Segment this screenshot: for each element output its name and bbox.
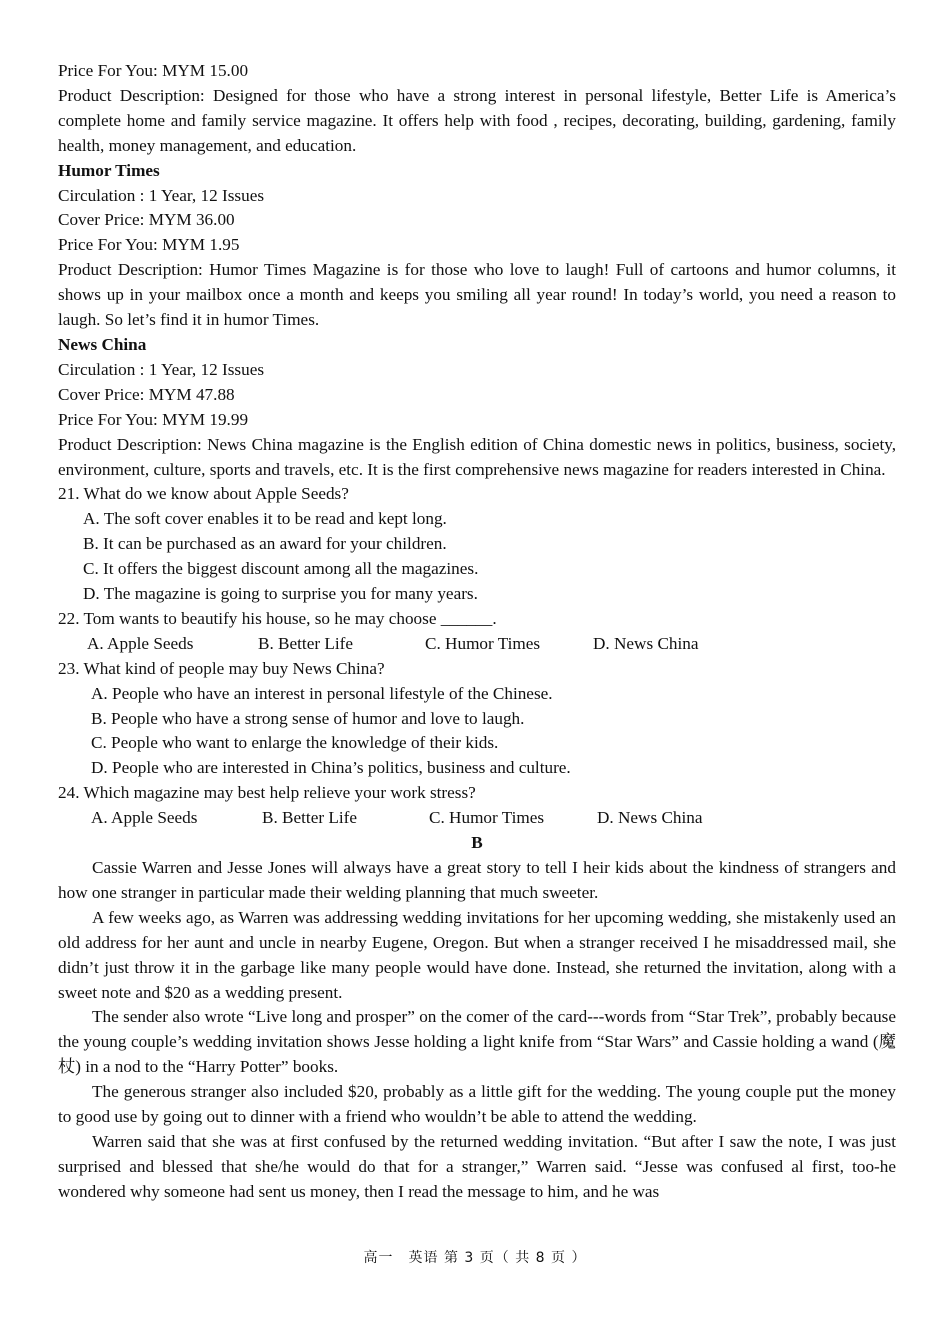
page-body [58, 59, 896, 1205]
question-24-stem: 24. Which magazine may best help relieve your work stress? [58, 783, 476, 803]
humor-times-circulation: Circulation : 1 Year, 12 Issues [58, 185, 265, 205]
question-23-option-d: D. People who are interested in China’s politics, business and culture. [91, 758, 571, 778]
better-life-price-for-you: Price For You: MYM 15.00 [58, 61, 249, 80]
news-china-description: Product Description: News China magazine is the English edition of China domestic news in politics, business, society, environment, culture, sports and travels, etc. It is the first comprehensive news magazine for readers interested in China. [58, 434, 896, 479]
question-22-options [58, 632, 896, 657]
question-22-option-a: A. Apple Seeds [87, 633, 194, 653]
question-21-option-d: D. The magazine is going to surprise you for many years. [83, 584, 478, 604]
humor-times-title: Humor Times [58, 160, 160, 180]
question-22-option-b: B. Better Life [258, 633, 353, 653]
question-23-stem: 23. What kind of people may buy News China? [58, 658, 385, 678]
question-21-option-c: C. It offers the biggest discount among all the magazines. [83, 559, 479, 579]
humor-times-price-for-you: Price For You: MYM 1.95 [58, 235, 240, 255]
page-footer: 高一 英语 第 3 页（ 共 8 页 ） [363, 1250, 587, 1266]
question-23-option-a: A. People who have an interest in personal lifestyle of the Chinese. [91, 683, 553, 703]
section-b-paragraph-2: A few weeks ago, as Warren was addressing wedding invitations for her upcoming wedding, she mistakenly used an old address for her aunt and uncle in nearby Eugene, Oregon. But when a stranger received I he misaddressed mail, she didn’t just throw it in the garbage like many people would have done. Instead, she returned the invitation, along with a sweet note and $20 as a wedding present. [58, 907, 896, 1002]
question-21-stem: 21. What do we know about Apple Seeds? [58, 484, 349, 504]
question-23-option-c: C. People who want to enlarge the knowledge of their kids. [91, 733, 499, 753]
question-24-option-b: B. Better Life [262, 808, 357, 828]
section-b-heading: B [471, 833, 483, 853]
better-life-description: Product Description: Designed for those who have a strong interest in personal lifestyle, Better Life is America’s complete home and family service magazine. It offers help with food , recipes, decorating, building, gardening, family health, money management, and education. [58, 85, 896, 155]
question-22-option-c: C. Humor Times [425, 633, 541, 653]
humor-times-cover-price: Cover Price: MYM 36.00 [58, 210, 235, 230]
humor-times-description: Product Description: Humor Times Magazine is for those who love to laugh! Full of cartoons and humor columns, it shows up in your mailbox once a month and keeps you smiling all year round! In today’s world, you need a reason to laugh. So let’s find it in humor Times. [58, 260, 896, 330]
section-b-paragraph-1: Cassie Warren and Jesse Jones will always have a great story to tell I heir kids about the kindness of strangers and how one stranger in particular made their welding planning that much sweeter. [58, 858, 896, 902]
question-22-option-d: D. News China [593, 633, 699, 653]
question-21-option-a: A. The soft cover enables it to be read and kept long. [83, 509, 447, 529]
question-23-option-b: B. People who have a strong sense of humor and love to laugh. [91, 708, 525, 728]
news-china-circulation: Circulation : 1 Year, 12 Issues [58, 359, 265, 379]
question-21-option-b: B. It can be purchased as an award for your children. [83, 534, 447, 554]
section-b-paragraph-3: The sender also wrote “Live long and prosper” on the comer of the card---words from “Star Trek”, probably because the young couple’s wedding invitation shows Jesse holding a light knife from “Star Wars” and Cassie holding a wand (魔杖) in a nod to the “Harry Potter” books. [58, 1007, 896, 1077]
question-22-stem: 22. Tom wants to beautify his house, so he may choose ______. [58, 608, 497, 628]
question-24-option-a: A. Apple Seeds [91, 808, 198, 828]
section-b-paragraph-5: Warren said that she was at first confused by the returned wedding invitation. “But after I saw the note, I was just surprised and blessed that she/he would do that for a stranger,” Warren said. “Jesse was confused al first, too-he wondered why someone had sent us money, then I read the message to him, and he was [58, 1131, 896, 1201]
question-24-options [58, 806, 896, 831]
news-china-price-for-you: Price For You: MYM 19.99 [58, 409, 249, 429]
section-b-paragraph-4: The generous stranger also included $20, probably as a little gift for the wedding. The young couple put the money to good use by going out to dinner with a friend who wouldn’t be able to attend the wedding. [58, 1082, 896, 1127]
question-24-option-c: C. Humor Times [429, 808, 545, 828]
news-china-cover-price: Cover Price: MYM 47.88 [58, 384, 235, 404]
question-24-option-d: D. News China [597, 808, 703, 828]
news-china-title: News China [58, 334, 147, 354]
